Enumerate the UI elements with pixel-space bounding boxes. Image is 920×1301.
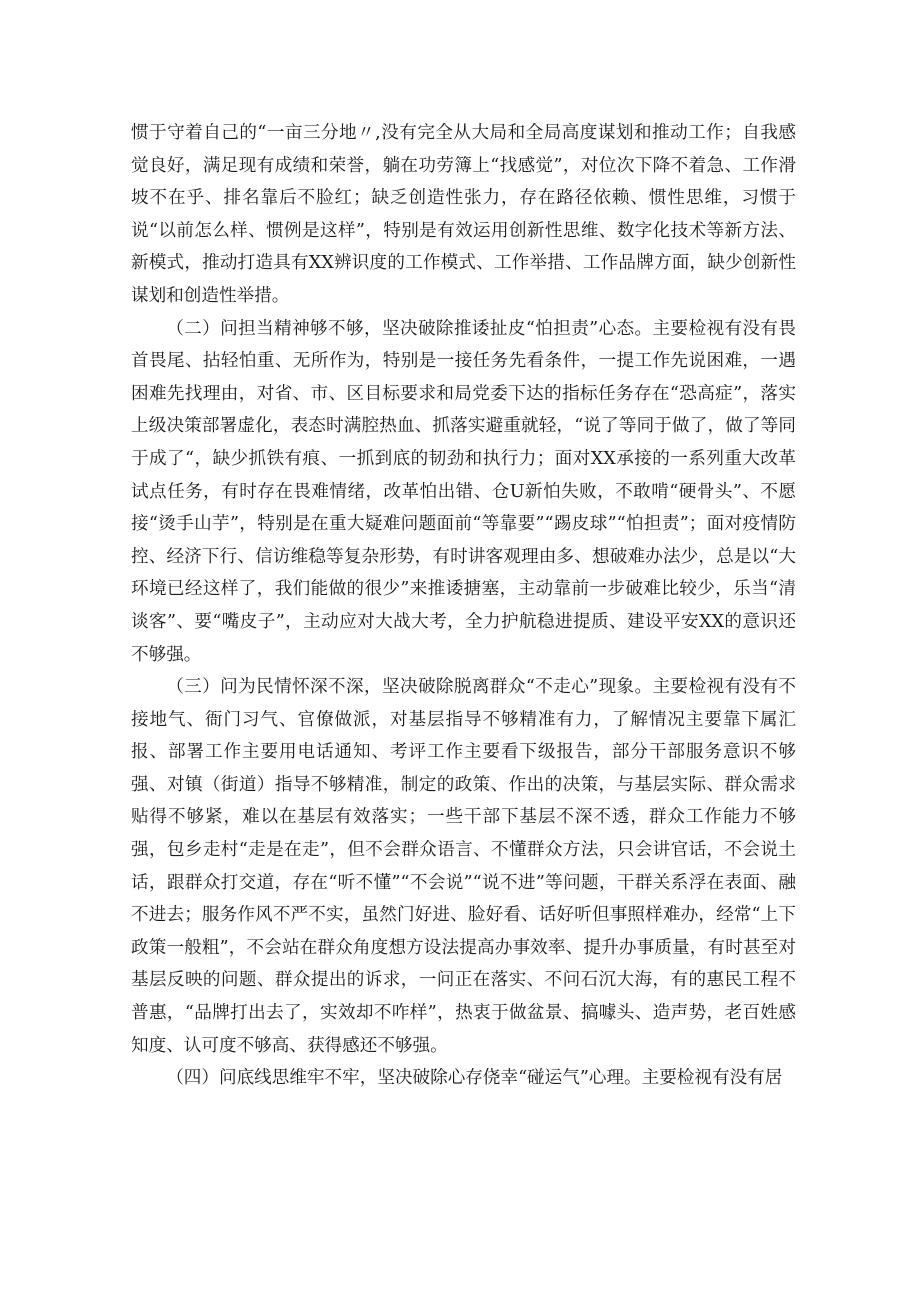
paragraph-section-four: （四）问底线思维牢不牢，坚决破除心存侥幸“碰运气”心理。主要检视有没有居 [166, 1068, 783, 1089]
paragraph-section-two: （二）问担当精神够不够，坚决破除推诿扯皮“怕担责”心态。主要检视有没有畏首畏尾、拈轻怕重、无所作为，特别是一接任务先看条件，一提工作先说困难，一遇困难先找理由，对省、市、区目标要求和局党委下达的指标任务存在“恐高症”，落实上级决策部署虚化，表态时满腔热血、抓落实避重就轻，“说了等同于做了，做了等同于成了“，缺少抓铁有痕、一抓到底的韧劲和执行力；面对XX承接的一系列重大改革试点任务，有时存在畏难情绪，改革怕出错、仓U新怕失败，不敢啃“硬骨头”、不愿接“烫手山芋”，特别是在重大疑难问题面前“等靠要”“踢皮球”“怕担责”；面对疫情防控、经济下行、信访维稳等复杂形势，有时讲客观理由多、想破难办法少，总是以“大环境已经这样了，我们能做的很少”来推诿搪塞，主动靠前一步破难比较少，乐当“清谈客”、要“嘴皮子”，主动应对大战大考，全力护航稳进提质、建设平安XX的意识还不够强。 [131, 318, 796, 665]
paragraph-continuation: 惯于守着自己的“一亩三分地〃,没有完全从大局和全局高度谋划和推动工作；自我感觉良好，满足现有成绩和荣誉，躺在功劳簿上“找感觉”，对位次下降不着急、工作滑坡不在乎、排名靠后不脸红；缺乏创造性张力，存在路径依赖、惯性思维，习惯于说“以前怎么样、惯例是这样”，特别是有效运用创新性思维、数字化技术等新方法、新模式，推动打造具有XX辨识度的工作模式、工作举措、工作品牌方面，缺少创新性谋划和创造性举措。 [131, 123, 796, 306]
paragraph-section-three: （三）问为民情怀深不深，坚决破除脱离群众“不走心”现象。主要检视有没有不接地气、衙门习气、官僚做派，对基层指导不够精准有力，了解情况主要靠下属汇报、部署工作主要用电话通知、考评工作主要看下级报告，部分干部服务意识不够强、对镇（街道）指导不够精准，制定的政策、作出的决策，与基层实际、群众需求贴得不够紧，难以在基层有效落实；一些干部下基层不深不透，群众工作能力不够强，包乡走村“走是在走”，但不会群众语言、不懂群众方法，只会讲官话，不会说土话，跟群众打交道，存在“听不懂”“不会说”“说不进”等问题，干群关系浮在表面、融不进去；服务作风不严不实，虽然门好进、脸好看、话好听但事照样难办，经常“上下政策一般粗”，不会站在群众角度想方设法提高办事效率、提升办事质量，有时甚至对基层反映的问题、群众提出的诉求，一问正在落实、不问石沉大海，有的惠民工程不普惠，“品牌打出去了，实效却不咋样”，热衷于做盆景、搞噱头、造声势，老百姓感知度、认可度不够高、获得感还不够强。 [131, 677, 796, 1056]
document-body [131, 117, 796, 1095]
